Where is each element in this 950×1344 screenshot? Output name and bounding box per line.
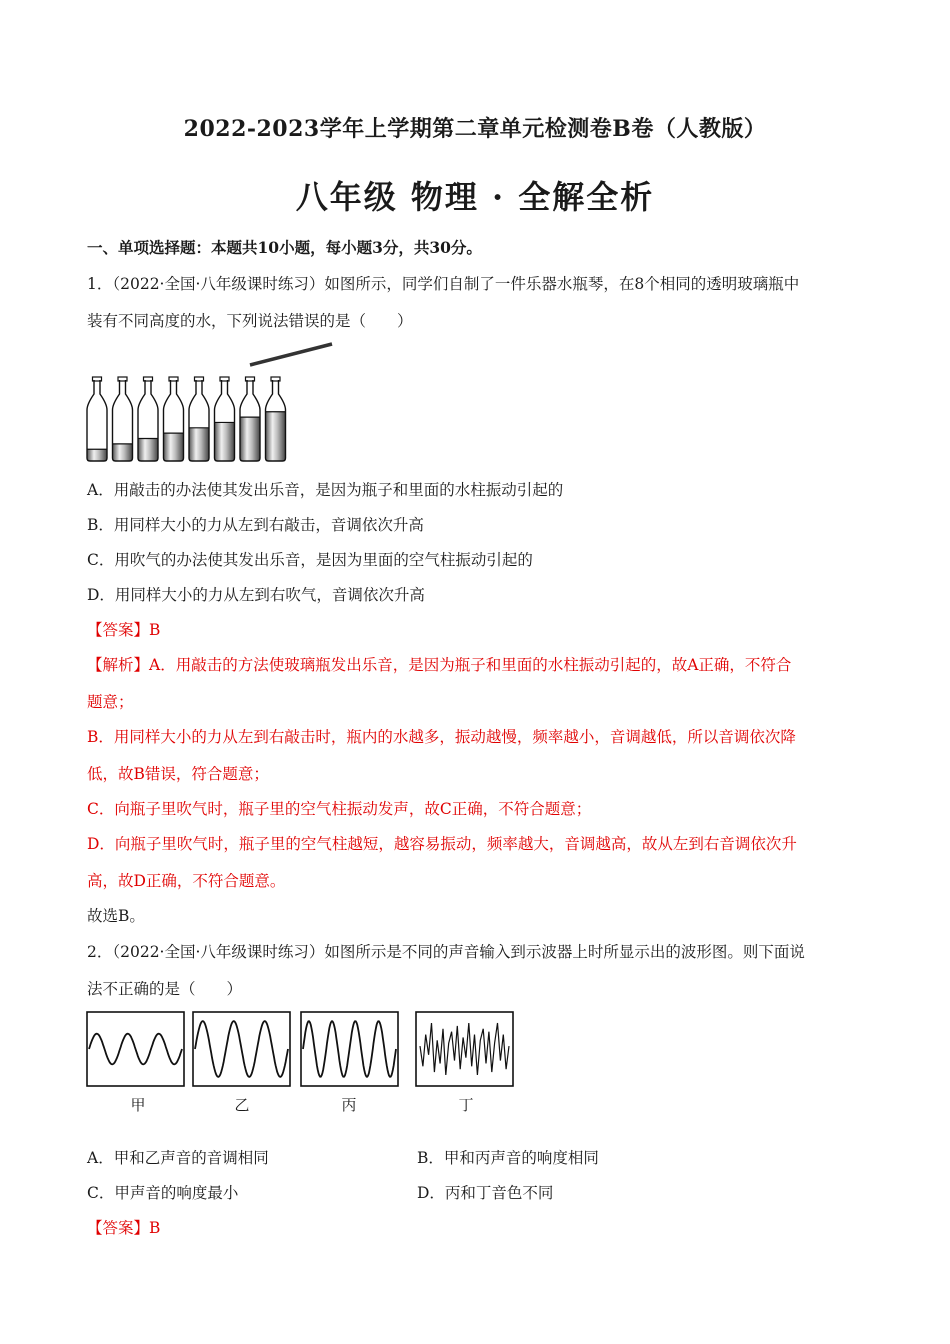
q1-conclusion: 故选B。 xyxy=(87,907,145,925)
q1-analysis-line1: 【解析】A．用敲击的方法使玻璃瓶发出乐音，是因为瓶子和里面的水柱振动引起的，故A正确，不符合 xyxy=(87,656,792,674)
q2-stem-line1: 2．（2022·全国·八年级课时练习）如图所示是不同的声音输入到示波器上时所显示出的波形图。则下面说 xyxy=(87,943,805,961)
q1-analysis-line3: B．用同样大小的力从左到右敲击时，瓶内的水越多，振动越慢，频率越小，音调越低，所以音调依次降 xyxy=(87,728,796,746)
bottle-water xyxy=(87,449,107,461)
answer-label: 【答案】 xyxy=(87,621,150,639)
answer-label: 【答案】 xyxy=(87,1219,150,1237)
waveform-figure xyxy=(86,1010,526,1092)
bottle-water xyxy=(215,422,235,461)
q1-option-d: D．用同样大小的力从左到右吹气，音调依次升高 xyxy=(87,586,425,604)
bottle-6 xyxy=(215,377,235,461)
bottle-water xyxy=(266,412,286,461)
q1-stem-line1: 1．（2022·全国·八年级课时练习）如图所示，同学们自制了一件乐器水瓶琴，在8个相同的透明玻璃瓶中 xyxy=(87,275,800,293)
bottle-7 xyxy=(240,377,260,461)
q1-analysis-line4: 低，故B错误，符合题意； xyxy=(87,765,269,783)
q1-analysis-line7: 高，故D正确，不符合题意。 xyxy=(87,872,286,890)
q1-answer xyxy=(87,620,867,640)
q1-option-c: C．用吹气的办法使其发出乐音，是因为里面的空气柱振动引起的 xyxy=(87,551,533,569)
bottle-water xyxy=(113,444,133,461)
waveform-yi xyxy=(193,1012,290,1086)
q2-option-b: B．甲和丙声音的响度相同 xyxy=(417,1149,599,1167)
bottle-8 xyxy=(266,377,286,461)
bottle-water xyxy=(189,428,209,461)
q2-option-a: A．甲和乙声音的音调相同 xyxy=(87,1149,269,1167)
bottle-water xyxy=(138,439,158,461)
bottle-3 xyxy=(138,377,158,461)
bottle-1 xyxy=(87,377,107,461)
waveform-bing xyxy=(301,1012,398,1086)
wave-label-bing: 丙 xyxy=(341,1096,357,1114)
q2-option-d: D．丙和丁音色不同 xyxy=(417,1184,554,1202)
section-heading: 一、单项选择题：本题共10小题，每小题3分，共30分。 xyxy=(87,238,482,257)
q1-analysis-line2: 题意； xyxy=(87,693,134,711)
q1-option-b: B．用同样大小的力从左到右敲击，音调依次升高 xyxy=(87,516,424,534)
answer-value: B xyxy=(149,1219,161,1237)
wave-label-ding: 丁 xyxy=(458,1096,474,1114)
answer-value: B xyxy=(149,621,161,639)
document-subtitle: 八年级 物理 · 全解全析 xyxy=(295,178,655,216)
wave-label-jia: 甲 xyxy=(130,1096,146,1114)
q2-stem-line2: 法不正确的是（ ） xyxy=(87,980,243,998)
striking-stick xyxy=(250,344,332,365)
bottle-5 xyxy=(189,377,209,461)
bottle-2 xyxy=(113,377,133,461)
water-bottle-figure xyxy=(82,340,342,465)
q1-stem-line2: 装有不同高度的水，下列说法错误的是（ ） xyxy=(87,312,413,330)
bottle-4 xyxy=(164,377,184,461)
q2-answer xyxy=(87,1218,867,1238)
waveform-ding xyxy=(416,1012,513,1086)
q1-option-a: A．用敲击的办法使其发出乐音，是因为瓶子和里面的水柱振动引起的 xyxy=(87,481,564,499)
waveform-jia xyxy=(87,1012,184,1086)
document-title: 2022-2023学年上学期第二章单元检测卷B卷（人教版） xyxy=(183,116,767,142)
bottle-water xyxy=(164,433,184,461)
q1-analysis-line5: C．向瓶子里吹气时，瓶子里的空气柱振动发声，故C正确，不符合题意； xyxy=(87,800,592,818)
q2-option-c: C．甲声音的响度最小 xyxy=(87,1184,239,1202)
q1-analysis-line6: D．向瓶子里吹气时，瓶子里的空气柱越短，越容易振动，频率越大，音调越高，故从左到右音调依次升 xyxy=(87,835,797,853)
bottle-water xyxy=(240,417,260,461)
wave-label-yi: 乙 xyxy=(234,1096,250,1114)
